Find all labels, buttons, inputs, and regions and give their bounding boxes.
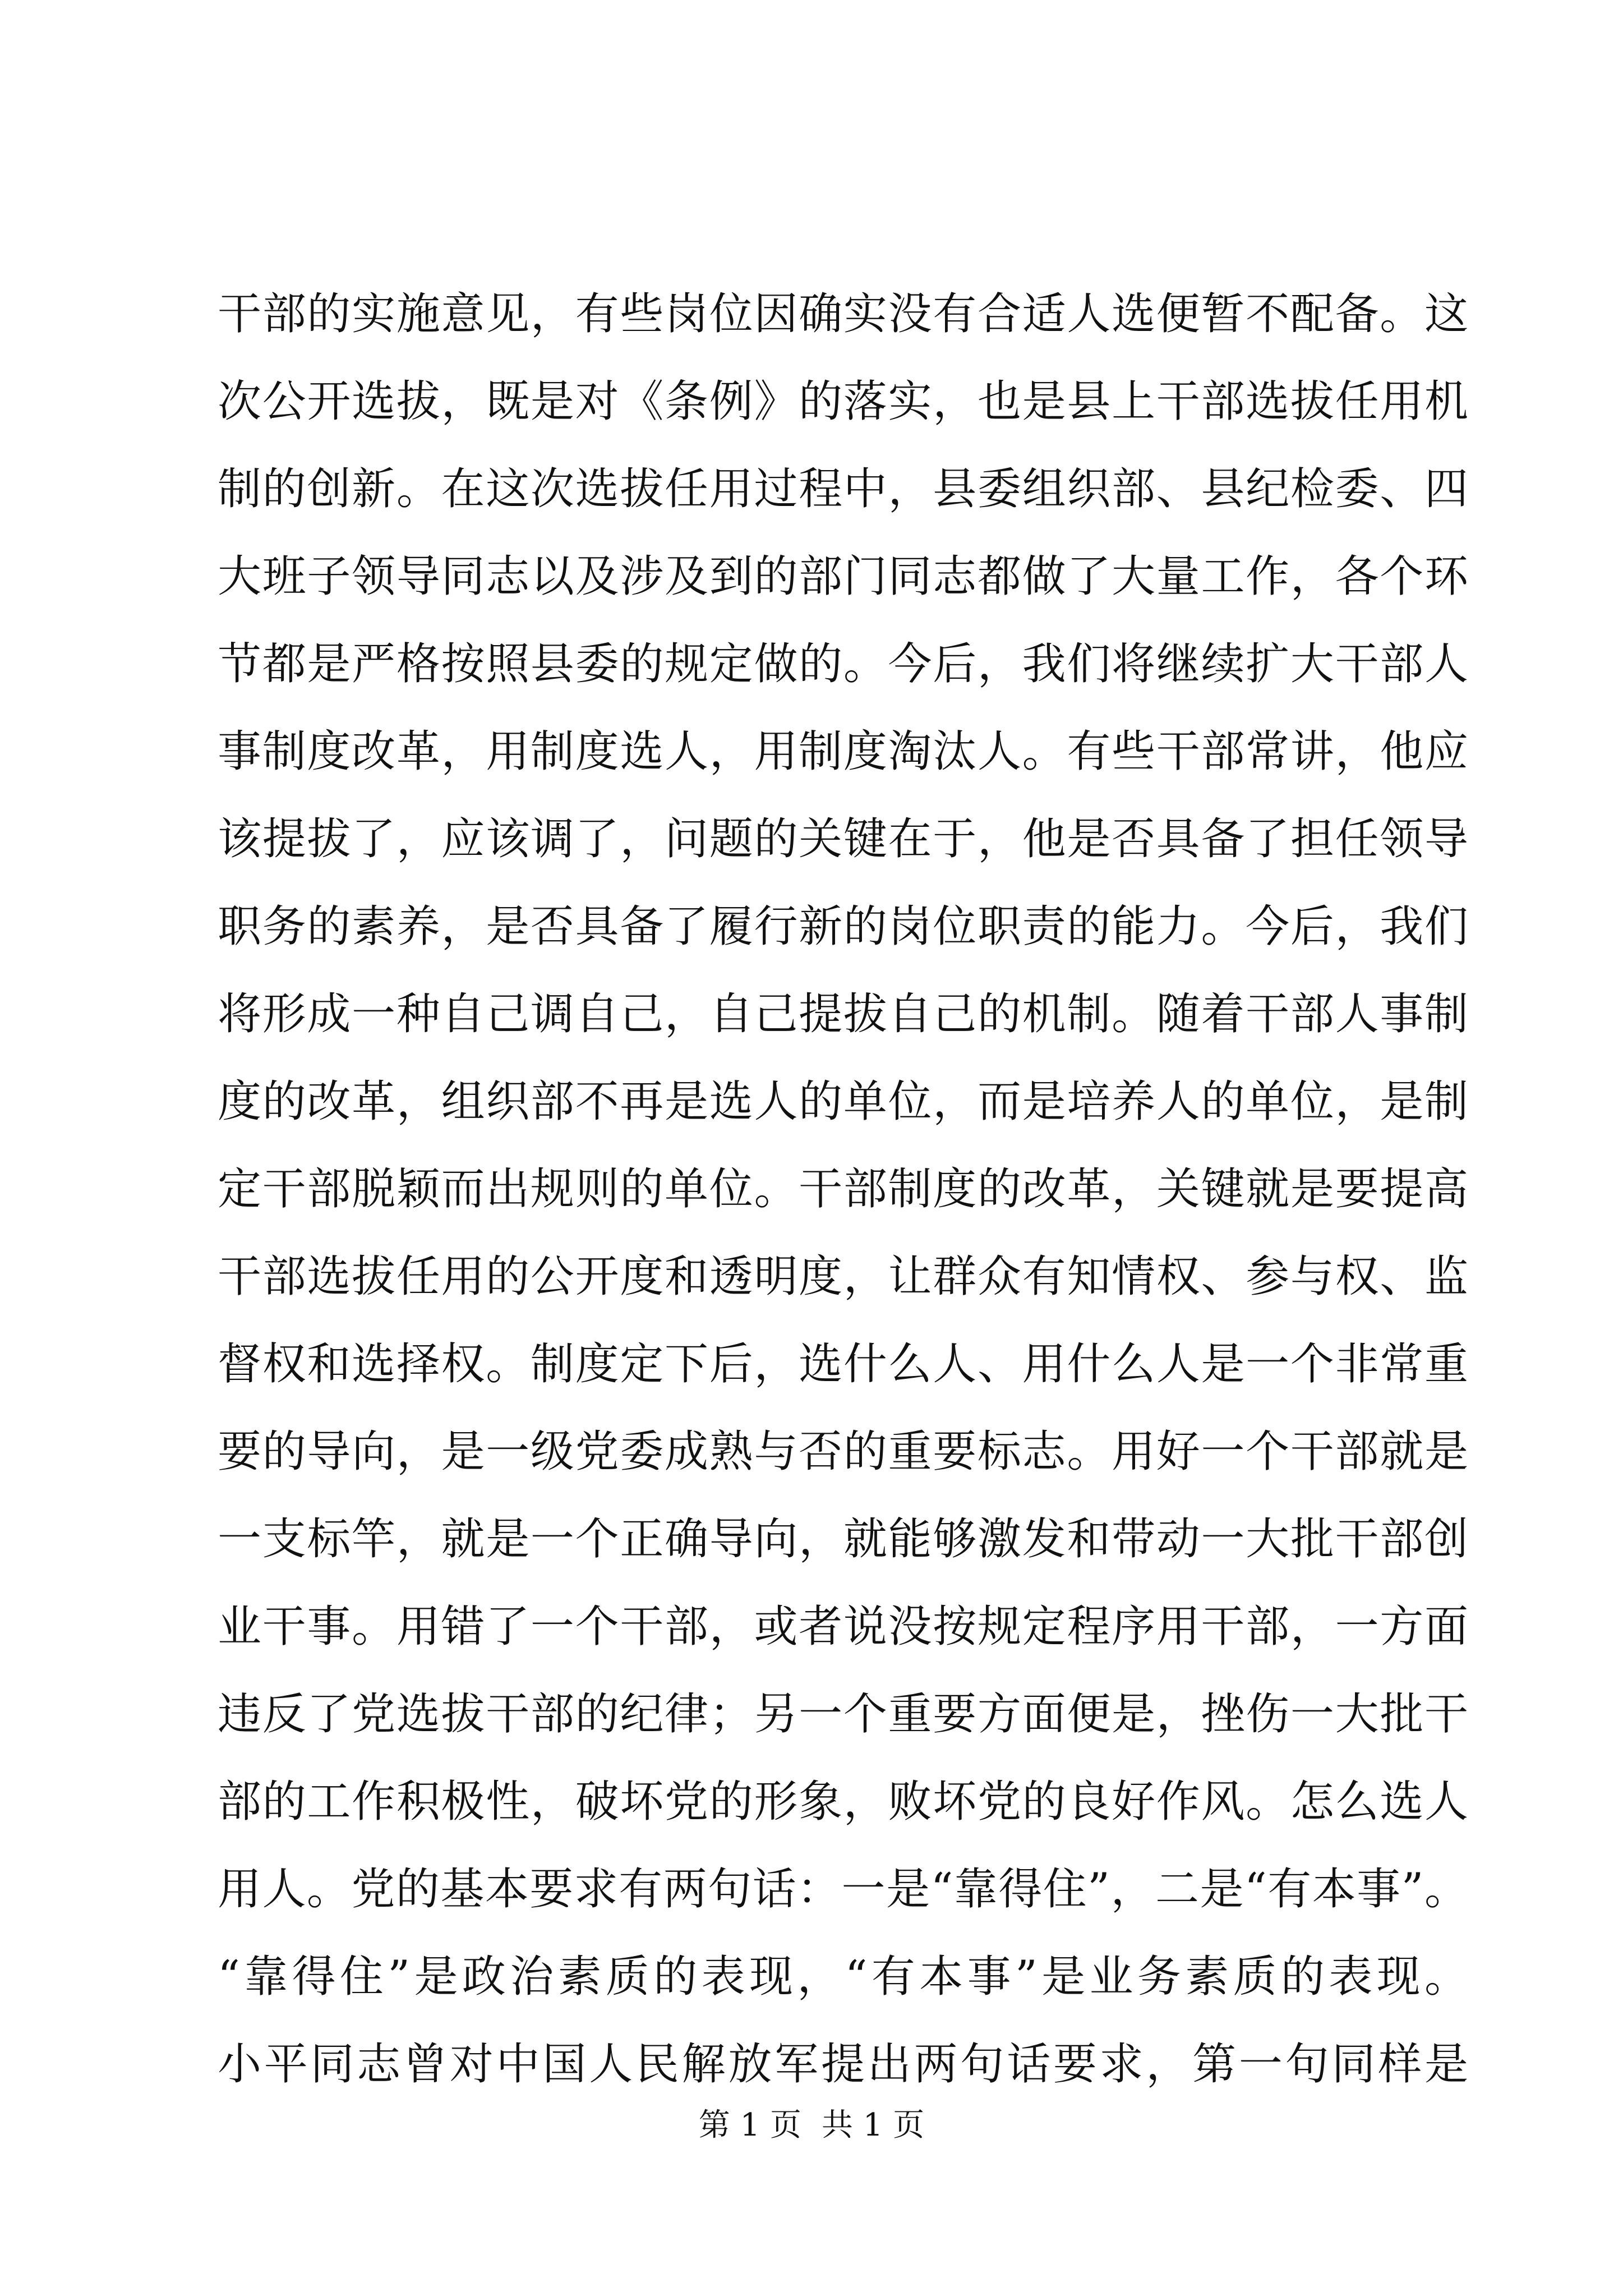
text-line: 干部的实施意见，有些岗位因确实没有合适人选便暂不配备。这 <box>218 289 1468 339</box>
text-line: 该提拔了，应该调了，问题的关键在于，他是否具备了担任领导 <box>218 814 1468 864</box>
text-line: 干部选拔任用的公开度和透明度，让群众有知情权、参与权、监 <box>218 1251 1468 1302</box>
text-line: 一支标竿，就是一个正确导向，就能够激发和带动一大批干部创 <box>218 1514 1468 1565</box>
text-line: 小平同志曾对中国人民解放军提出两句话要求，第一句同样是 <box>218 2039 1468 2090</box>
text-line: 督权和选择权。制度定下后，选什么人、用什么人是一个非常重 <box>218 1339 1468 1389</box>
text-line: 节都是严格按照县委的规定做的。今后，我们将继续扩大干部人 <box>218 639 1468 689</box>
text-line: 部的工作积极性，破坏党的形象，败坏党的良好作风。怎么选人 <box>218 1777 1468 1827</box>
text-line: 违反了党选拔干部的纪律；另一个重要方面便是，挫伤一大批干 <box>218 1689 1468 1740</box>
page-footer <box>0 2100 1623 2145</box>
text-line: 大班子领导同志以及涉及到的部门同志都做了大量工作，各个环 <box>218 551 1468 602</box>
text-line: 度的改革，组织部不再是选人的单位，而是培养人的单位，是制 <box>218 1076 1468 1127</box>
text-line: 用人。党的基本要求有两句话：一是“靠得住”，二是“有本事”。 <box>218 1864 1468 1915</box>
text-line: “靠得住”是政治素质的表现，“有本事”是业务素质的表现。 <box>218 1952 1468 2002</box>
text-line: 职务的素养，是否具备了履行新的岗位职责的能力。今后，我们 <box>218 901 1468 952</box>
text-line: 定干部脱颖而出规则的单位。干部制度的改革，关键就是要提高 <box>218 1164 1468 1214</box>
text-line: 事制度改革，用制度选人，用制度淘汰人。有些干部常讲，他应 <box>218 726 1468 777</box>
text-line: 要的导向，是一级党委成熟与否的重要标志。用好一个干部就是 <box>218 1427 1468 1477</box>
text-line: 将形成一种自己调自己，自己提拔自己的机制。随着干部人事制 <box>218 989 1468 1039</box>
text-line: 次公开选拔，既是对《条例》的落实，也是县上干部选拔任用机 <box>218 376 1468 427</box>
body-text <box>218 270 1468 2108</box>
text-line: 制的创新。在这次选拔任用过程中，县委组织部、县纪检委、四 <box>218 464 1468 514</box>
page-total: 共 1 页 <box>822 2107 925 2143</box>
text-line: 业干事。用错了一个干部，或者说没按规定程序用干部，一方面 <box>218 1602 1468 1652</box>
page-number: 第 1 页 <box>698 2107 801 2143</box>
